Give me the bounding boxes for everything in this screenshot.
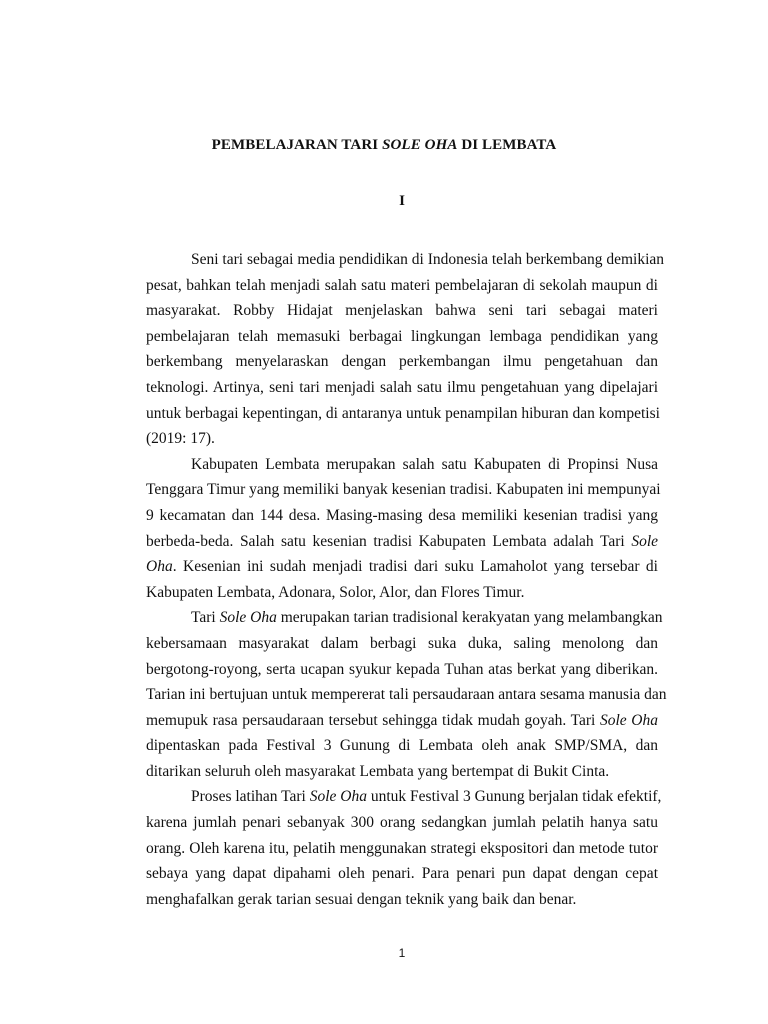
text-run: untuk Festival 3 Gunung berjalan tidak efektif,: [367, 788, 662, 806]
text-run: sebaya yang dapat dipahami oleh penari. Para penari pun dapat dengan cepat: [146, 865, 658, 883]
title-prefix: PEMBELAJARAN TARI: [211, 137, 383, 153]
paragraph-4-line: [146, 836, 658, 862]
text-run: untuk berbagai kepentingan, di antaranya untuk penampilan hiburan dan kompetisi: [146, 404, 660, 422]
paragraph-1-line: [146, 273, 658, 299]
paragraph-4-line: [146, 784, 662, 810]
title-suffix: DI LEMBATA: [457, 137, 557, 153]
text-run: (2019: 17).: [146, 430, 215, 448]
text-run: teknologi. Artinya, seni tari menjadi salah satu ilmu pengetahuan yang dipelajari: [146, 378, 658, 396]
text-run: Tenggara Timur yang memiliki banyak kesenian tradisi. Kabupaten ini mempunyai: [146, 481, 661, 499]
text-run: menghafalkan gerak tarian sesuai dengan teknik yang baik dan benar.: [146, 890, 577, 908]
text-run: kebersamaan masyarakat dalam berbagi suka duka, saling menolong dan: [146, 634, 658, 652]
text-run: Kabupaten Lembata merupakan salah satu Kabupaten di Propinsi Nusa: [191, 455, 658, 473]
text-run: 9 kecamatan dan 144 desa. Masing-masing desa memiliki kesenian tradisi yang: [146, 506, 658, 524]
text-run: orang. Oleh karena itu, pelatih menggunakan strategi ekspositori dan metode tutor: [146, 839, 658, 857]
paragraph-1-line: [146, 426, 658, 452]
text-run: Tarian ini bertujuan untuk mempererat tali persaudaraan antara sesama manusia dan: [146, 686, 667, 704]
paragraph-1-line: [146, 375, 658, 401]
text-run: Tari: [191, 609, 220, 627]
text-run: Proses latihan Tari: [191, 788, 310, 806]
page-number: 1: [398, 946, 406, 960]
paragraph-1-line: [146, 401, 658, 427]
paragraph-1-line: [146, 349, 658, 375]
text-run: . Kesenian ini sudah menjadi tradisi dari suku Lamaholot yang tersebar di: [172, 558, 658, 576]
paragraph-3-line: [146, 682, 667, 708]
title-italic: SOLE OHA: [382, 137, 458, 153]
paragraph-3-line: [146, 657, 658, 683]
italic-term: Sole Oha: [599, 711, 659, 729]
paragraph-2-line: [146, 452, 658, 478]
text-run: ditarikan seluruh oleh masyarakat Lembata yang bertempat di Bukit Cinta.: [146, 762, 610, 780]
paragraph-3-line: [146, 708, 658, 734]
text-run: pembelajaran telah memasuki berbagai lingkungan lembaga pendidikan yang: [146, 327, 658, 345]
text-run: Seni tari sebagai media pendidikan di Indonesia telah berkembang demikian: [191, 251, 665, 268]
paragraph-4-line: [146, 810, 658, 836]
text-run: berbeda-beda. Salah satu kesenian tradisi Kabupaten Lembata adalah Tari: [146, 532, 632, 550]
text-run: karena jumlah penari sebanyak 300 orang sedangkan jumlah pelatih hanya satu: [146, 814, 658, 832]
chapter-heading: I: [399, 193, 405, 209]
text-run: berkembang menyelaraskan dengan perkembangan ilmu pengetahuan dan: [146, 353, 658, 371]
italic-term: Sole: [631, 532, 658, 550]
text-run: Kabupaten Lembata, Adonara, Solor, Alor, dan Flores Timur.: [146, 583, 525, 601]
paragraph-3-line: [146, 631, 658, 657]
paragraph-1-line: [146, 247, 665, 273]
paragraph-3-line: [146, 733, 658, 759]
paragraph-3-line: [146, 759, 658, 785]
body-text: [146, 247, 667, 912]
text-run: dipentaskan pada Festival 3 Gunung di Lembata oleh anak SMP/SMA, dan: [146, 737, 658, 755]
italic-term: Oha: [146, 558, 173, 576]
italic-term: Sole Oha: [309, 788, 367, 806]
italic-term: Sole Oha: [219, 609, 277, 627]
paragraph-3-line: [146, 605, 663, 631]
paragraph-4-line: [146, 861, 658, 887]
text-run: masyarakat. Robby Hidajat menjelaskan bahwa seni tari sebagai materi: [146, 302, 658, 320]
paragraph-1-line: [146, 324, 658, 350]
document-title: [0, 137, 768, 154]
paragraph-2-line: [146, 477, 661, 503]
text-run: memupuk rasa persaudaraan tersebut sehingga tidak mudah goyah. Tari: [146, 711, 600, 729]
paragraph-2-line: [146, 529, 658, 555]
paragraph-2-line: [146, 580, 658, 606]
text-run: bergotong-royong, serta ucapan syukur kepada Tuhan atas berkat yang diberikan.: [146, 660, 658, 678]
text-run: merupakan tarian tradisional kerakyatan yang melambangkan: [276, 609, 663, 627]
paragraph-1-line: [146, 298, 658, 324]
text-run: pesat, bahkan telah menjadi salah satu materi pembelajaran di sekolah maupun di: [146, 276, 658, 294]
paragraph-2-line: [146, 503, 658, 529]
paragraph-4-line: [146, 887, 658, 913]
paragraph-2-line: [146, 554, 658, 580]
